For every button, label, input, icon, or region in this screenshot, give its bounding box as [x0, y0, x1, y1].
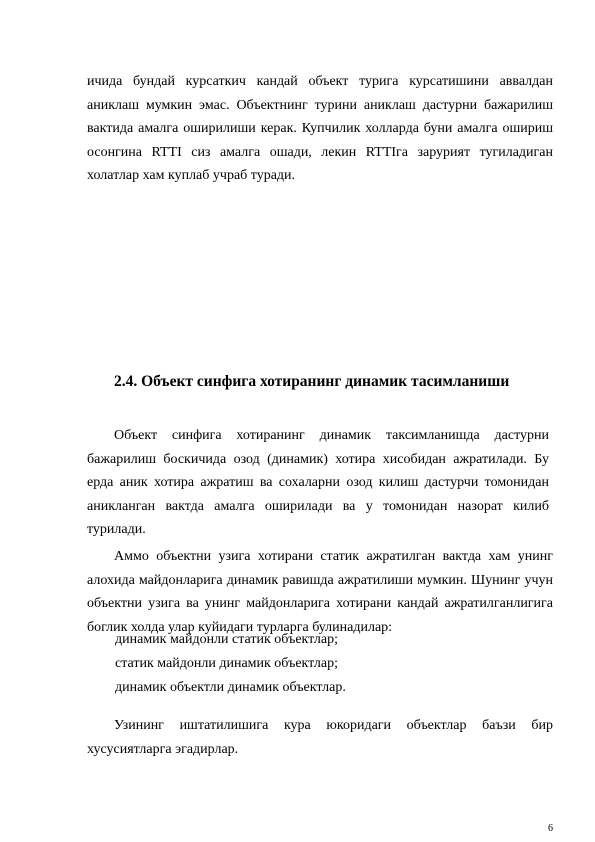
list-item: динамик майдонли статик объектлар; [115, 632, 339, 647]
list-item: динамик объектли динамик объектлар. [115, 680, 346, 695]
page-number: 6 [548, 823, 553, 834]
list-item: статик майдонли динамик объектлар; [115, 656, 339, 671]
paragraph-continuation: ичида бундай курсаткич кандай объект турига курсатишини аввалдан аниклаш мумкин эмас. Объектнинг турини аниклаш дастурни бажарилиш вактида амалга оширилиши керак. Купчилик холларда буни амалга ошириш осонгина RTTI сиз амалга ошади, лекин RTTIга зарурият тугиладиган холатлар хам куплаб учраб туради. [87, 74, 553, 183]
section-heading: 2.4. Объект синфига хотиранинг динамик тасимланиши [114, 372, 510, 390]
paragraph-dynamic-allocation: Объект синфига хотиранинг динамик таксимланишда дастурни бажарилиш боскичида озод (динамик) хотира хисобидан ажратилади. Бу ерда аник хотира ажратиш ва сохаларни озод килиш дастурчи томонидан аникланган вактда амалга оширилади ва у томонидан назорат килиб турилади. [87, 428, 549, 537]
paragraph-properties: Узининг иштатилишига кура юкоридаги объектлар баъзи бир хусусиятларга эгадирлар. [87, 718, 553, 757]
paragraph-static-dynamic-fields: Аммо объектни узига хотирани статик ажратилган вактда хам унинг алохида майдонларига динамик равишда ажратилиши мумкин. Шунинг учун объектни узига ва унинг майдонларига хотирани кандай ажратилганлигига боглик холда улар куйидаги турларга булинадилар: [87, 549, 553, 635]
